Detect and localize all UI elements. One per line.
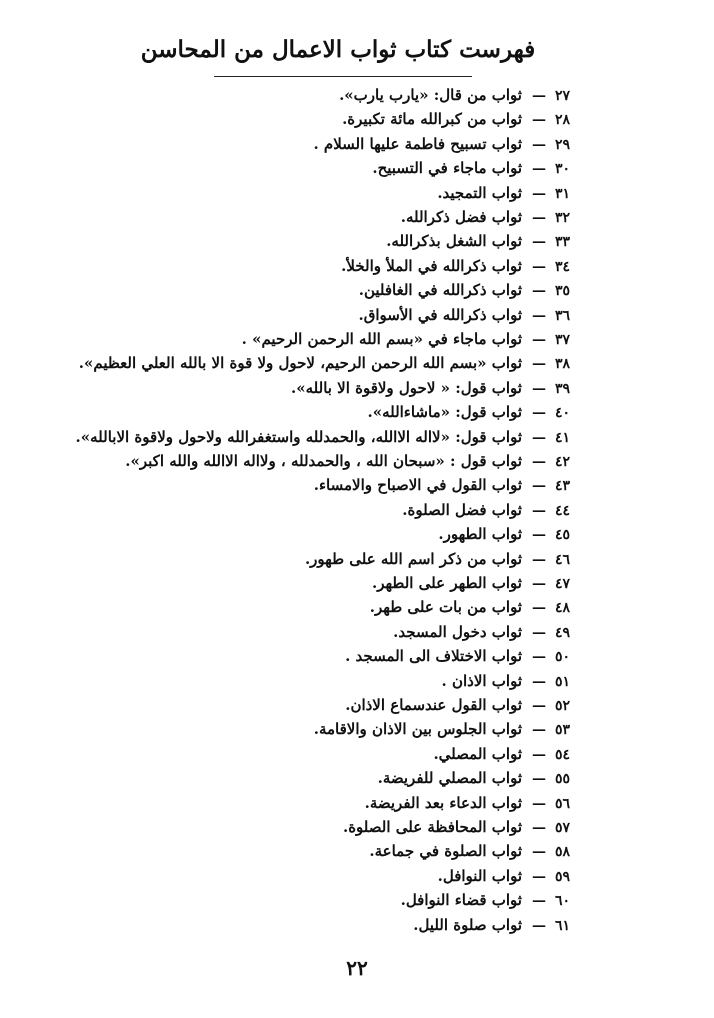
entry-text: ثواب ذكرالله في الأسواق.	[358, 305, 522, 324]
entry-number: ٦١	[554, 917, 570, 934]
entry-number: ٤٦	[554, 551, 570, 568]
entry-number: ٤٥	[554, 527, 570, 544]
index-entry	[0, 352, 570, 374]
entry-number: ٣٣	[554, 234, 570, 251]
entry-number: ٤٢	[554, 454, 570, 470]
index-entry	[0, 840, 570, 862]
entry-number: ٤٧	[554, 576, 570, 592]
entry-text: ثواب ذكرالله في الغافلين.	[358, 281, 522, 300]
entry-number: ٥٣	[554, 722, 570, 739]
page-title: فهرست كتاب ثواب الاعمال من المحاسن	[140, 36, 536, 63]
entry-number: ٥٨	[554, 844, 570, 861]
entry-text: ثواب الصلوة في جماعة.	[369, 842, 522, 861]
index-entry	[0, 645, 570, 667]
entry-number: ٤٣	[554, 478, 570, 495]
entry-text: ثواب قول: « لاحول ولاقوة الا بالله».	[291, 378, 522, 397]
entry-text: ثواب قول : «سبحان الله ، والحمدلله ، ولااله الاالله والله اكبر».	[125, 452, 522, 470]
index-entry	[0, 182, 570, 204]
entry-number: ٤٠	[554, 405, 570, 422]
entry-text: ثواب المصلي للفريضة.	[377, 769, 522, 788]
entry-text: ثواب الجلوس بين الاذان والاقامة.	[313, 720, 522, 739]
entry-dash: —	[532, 478, 545, 495]
entry-number: ٣٤	[554, 258, 570, 275]
entry-dash: —	[532, 868, 545, 885]
entry-text: ثواب صلوة الليل.	[413, 915, 522, 934]
entry-number: ٥٥	[554, 771, 570, 788]
index-entry	[0, 718, 570, 740]
entry-text: ثواب دخول المسجد.	[393, 622, 522, 641]
entry-text: ثواب المصلي.	[433, 744, 522, 763]
entry-number: ٥٧	[554, 820, 570, 836]
entry-dash: —	[532, 234, 545, 251]
index-entry	[0, 279, 570, 301]
entry-dash: —	[532, 771, 545, 788]
index-entry	[0, 670, 570, 692]
entry-dash: —	[532, 600, 545, 617]
entry-text: ثواب قول: «ماشاءالله».	[367, 403, 522, 422]
entry-dash: —	[532, 893, 545, 910]
index-entry	[0, 889, 570, 911]
entry-dash: —	[532, 258, 545, 275]
entry-number: ٣٧	[554, 332, 570, 348]
index-entry	[0, 499, 570, 521]
index-entry	[0, 743, 570, 765]
index-entry	[0, 133, 570, 155]
entry-number: ٢٩	[554, 136, 570, 153]
entry-number: ٤٩	[554, 624, 570, 641]
index-entry	[0, 596, 570, 618]
index-entry	[0, 255, 570, 277]
index-entry	[0, 816, 570, 838]
entry-text: ثواب من كبرالله مائة تكبيرة.	[342, 110, 522, 129]
entry-dash: —	[532, 551, 545, 568]
entry-number: ٤٨	[554, 600, 570, 617]
entry-number: ٣٨	[554, 356, 570, 373]
page-number: ٢٢	[346, 956, 368, 980]
entry-number: ٥٤	[554, 746, 570, 763]
entry-text: ثواب قول: «لااله الاالله، والحمدلله واستغفرالله ولاحول ولاقوة الابالله».	[75, 427, 522, 446]
entry-dash: —	[532, 746, 545, 763]
entry-dash: —	[532, 210, 545, 226]
index-entry	[0, 792, 570, 814]
entry-text: ثواب فضل ذكرالله.	[400, 208, 522, 226]
index-entry	[0, 230, 570, 252]
entry-number: ٥٦	[554, 795, 570, 812]
entry-dash: —	[532, 649, 545, 666]
entry-number: ٥٠	[554, 649, 570, 666]
entry-text: ثواب ماجاء في «بسم الله الرحمن الرحيم» .	[241, 330, 522, 348]
entry-number: ٣٥	[554, 283, 570, 300]
entry-text: ثواب المحافظة على الصلوة.	[342, 818, 522, 836]
index-entry	[0, 865, 570, 887]
entry-dash: —	[532, 722, 545, 739]
entry-text: ثواب ماجاء في التسبيح.	[372, 159, 522, 178]
index-entry	[0, 523, 570, 545]
entry-dash: —	[532, 624, 545, 641]
index-entry	[0, 694, 570, 716]
entry-dash: —	[532, 429, 545, 446]
entry-number: ٣٩	[554, 380, 570, 397]
entry-text: ثواب من بات على طهر.	[369, 598, 522, 617]
entry-dash: —	[532, 405, 545, 422]
index-entry	[0, 914, 570, 936]
index-entry	[0, 328, 570, 350]
entry-dash: —	[532, 307, 545, 324]
entry-dash: —	[532, 698, 545, 714]
entry-text: ثواب الاختلاف الى المسجد .	[345, 647, 522, 666]
entry-dash: —	[532, 820, 545, 836]
entry-dash: —	[532, 356, 545, 373]
entry-dash: —	[532, 185, 545, 202]
entry-text: ثواب القول عندسماع الاذان.	[345, 696, 522, 714]
index-entry	[0, 548, 570, 570]
entry-dash: —	[532, 917, 545, 934]
index-entry	[0, 621, 570, 643]
entry-text: ثواب الدعاء بعد الفريضة.	[364, 793, 522, 812]
entry-text: ثواب القول في الاصباح والامساء.	[313, 476, 522, 495]
entry-dash: —	[532, 844, 545, 861]
entry-text: ثواب النوافل.	[437, 866, 522, 885]
entry-dash: —	[532, 88, 545, 104]
index-entry	[0, 401, 570, 423]
entry-number: ٣١	[554, 185, 570, 202]
entry-dash: —	[532, 332, 545, 348]
index-entry	[0, 426, 570, 448]
entry-number: ٥٢	[554, 698, 570, 714]
entry-number: ٦٠	[554, 893, 570, 910]
index-entry	[0, 108, 570, 130]
entry-text: ثواب «بسم الله الرحمن الرحيم، لاحول ولا قوة الا بالله العلي العظيم».	[78, 354, 522, 373]
entry-dash: —	[532, 112, 545, 129]
index-entry	[0, 377, 570, 399]
entry-dash: —	[532, 283, 545, 300]
entry-dash: —	[532, 673, 545, 690]
entry-dash: —	[532, 527, 545, 544]
entry-text: ثواب الطهر على الطهر.	[372, 574, 522, 592]
index-entry	[0, 474, 570, 496]
index-entry	[0, 767, 570, 789]
entry-text: ثواب من ذكر اسم الله على طهور.	[304, 549, 522, 568]
entry-dash: —	[532, 576, 545, 592]
entry-number: ٤٤	[554, 502, 570, 519]
entry-text: ثواب تسبيح فاطمة عليها السلام .	[313, 134, 522, 153]
index-entry	[0, 84, 570, 106]
entry-dash: —	[532, 136, 545, 153]
entry-number: ٥١	[554, 673, 570, 690]
entry-dash: —	[532, 502, 545, 519]
entry-text: ثواب الاذان .	[441, 671, 522, 690]
entry-number: ٤١	[554, 429, 570, 446]
entry-text: ثواب التمجيد.	[437, 183, 522, 202]
entry-text: ثواب الشغل بذكرالله.	[386, 232, 522, 251]
entry-dash: —	[532, 380, 545, 397]
entry-text: ثواب الطهور.	[438, 525, 522, 544]
index-entry	[0, 206, 570, 228]
entry-number: ٢٨	[554, 112, 570, 129]
entry-number: ٣٢	[554, 210, 570, 226]
entry-dash: —	[532, 454, 545, 470]
entry-text: ثواب من قال: «يارب يارب».	[339, 86, 522, 104]
index-entry	[0, 304, 570, 326]
entry-number: ٥٩	[554, 868, 570, 885]
entry-number: ٣٠	[554, 161, 570, 178]
entry-dash: —	[532, 795, 545, 812]
entry-number: ٣٦	[554, 307, 570, 324]
entry-text: ثواب فضل الصلوة.	[402, 500, 522, 519]
entry-dash: —	[532, 161, 545, 178]
entry-text: ثواب ذكرالله في الملأ والخلأ.	[341, 256, 522, 275]
index-entry	[0, 450, 570, 472]
index-entry	[0, 157, 570, 179]
index-entry	[0, 572, 570, 594]
entry-number: ٢٧	[554, 88, 570, 104]
entry-text: ثواب قضاء النوافل.	[400, 891, 522, 910]
title-underline	[214, 76, 472, 77]
